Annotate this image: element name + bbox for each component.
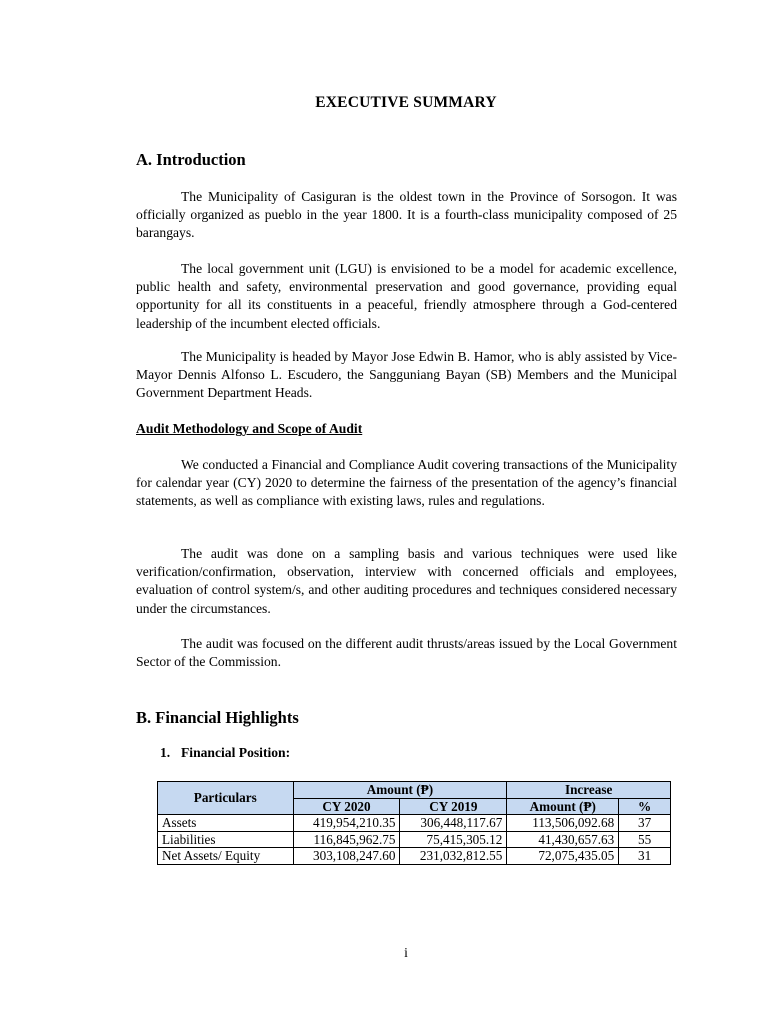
subsection-title: Financial Position: [181,745,291,760]
page-number: i [404,945,408,960]
increase-group-header: Increase [507,782,671,799]
intro-paragraph-3: The Municipality is headed by Mayor Jose Edwin B. Hamor, who is ably assisted by Vice-Mayor Dennis Alfonso L. Escudero, the Sangguniang Bayan (SB) Members and the Municipal Government Department Heads. [136,349,677,401]
row-cy2020: 116,845,962.75 [293,831,400,848]
particulars-header: Particulars [158,782,294,815]
row-particular: Liabilities [158,831,294,848]
row-cy2019: 306,448,117.67 [400,815,507,832]
financial-position-table [157,781,671,865]
row-increase-amount: 41,430,657.63 [507,831,619,848]
amount-group-header: Amount (₱) [293,782,507,799]
row-particular: Assets [158,815,294,832]
cy2019-header: CY 2019 [400,798,507,815]
intro-paragraph-2: The local government unit (LGU) is envisioned to be a model for academic excellence, public health and safety, environmental preservation and good governance, providing equal opportunity for all its constituents in a peaceful, friendly atmosphere through a God-centered leadership of the incumbent elected officials. [136,261,677,331]
table-row [158,848,671,865]
increase-amount-header: Amount (₱) [507,798,619,815]
table-header-row [158,782,671,799]
table-row [158,815,671,832]
row-increase-amount: 113,506,092.68 [507,815,619,832]
intro-paragraph-1: The Municipality of Casiguran is the oldest town in the Province of Sorsogon. It was officially organized as pueblo in the year 1800. It is a fourth-class municipality composed of 25 barangays. [136,189,677,241]
row-increase-percent: 55 [619,831,671,848]
row-increase-percent: 37 [619,815,671,832]
audit-methodology-heading: Audit Methodology and Scope of Audit [136,421,363,436]
row-increase-amount: 72,075,435.05 [507,848,619,865]
row-cy2019: 75,415,305.12 [400,831,507,848]
row-cy2019: 231,032,812.55 [400,848,507,865]
row-cy2020: 419,954,210.35 [293,815,400,832]
section-a-heading: A. Introduction [136,150,246,169]
audit-paragraph-2: The audit was done on a sampling basis and various techniques were used like verification/confirmation, observation, interview with concerned officials and employees, evaluation of control system/s, and other auditing procedures and techniques considered necessary under the circumstances. [136,546,677,616]
subsection-number: 1. [160,745,171,760]
increase-percent-header: % [619,798,671,815]
page-title: EXECUTIVE SUMMARY [315,94,497,111]
row-cy2020: 303,108,247.60 [293,848,400,865]
audit-paragraph-3: The audit was focused on the different audit thrusts/areas issued by the Local Government Sector of the Commission. [136,636,677,670]
cy2020-header: CY 2020 [293,798,400,815]
section-b-heading: B. Financial Highlights [136,708,299,727]
financial-position-heading [160,745,290,761]
row-particular: Net Assets/ Equity [158,848,294,865]
row-increase-percent: 31 [619,848,671,865]
table-row [158,831,671,848]
audit-paragraph-1: We conducted a Financial and Compliance Audit covering transactions of the Municipality for calendar year (CY) 2020 to determine the fairness of the presentation of the agency’s financial statements, as well as compliance with existing laws, rules and regulations. [136,457,677,509]
